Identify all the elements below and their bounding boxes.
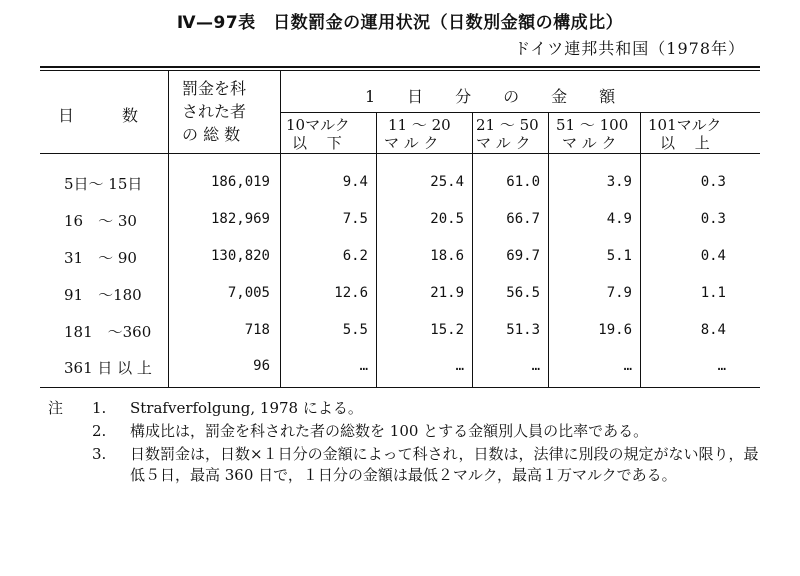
header-days: 日 数 — [58, 106, 139, 125]
header-col-4-line1: 51 ～ 100 — [556, 116, 629, 134]
footnote-item — [40, 444, 760, 486]
row-label: 361 日 以 上 — [64, 359, 152, 377]
row-value: 56.5 — [506, 285, 540, 301]
row-label: 5日～ 15日 — [64, 175, 143, 193]
group-divider-rule — [280, 112, 760, 113]
row-total: 718 — [244, 322, 270, 338]
header-bottom-rule — [40, 153, 760, 154]
row-label: 31 ～ 90 — [64, 249, 137, 267]
table-subtitle: ドイツ連邦共和国（1978年） — [514, 39, 745, 58]
row-value: 0.3 — [700, 211, 726, 227]
row-value: 5.1 — [606, 248, 632, 264]
col-divider-2 — [472, 113, 473, 387]
header-total-line1: 罰金を科 — [182, 79, 247, 98]
footnote-text: Strafverfolgung, 1978 による。 — [130, 399, 363, 417]
row-value: … — [359, 358, 368, 374]
header-amount-group: 1 日 分 の 金 額 — [365, 87, 616, 106]
row-value: 21.9 — [430, 285, 464, 301]
row-value: 61.0 — [506, 174, 540, 190]
header-col-3-line2: マ ル ク — [476, 134, 531, 152]
row-value: 0.4 — [700, 248, 726, 264]
row-value: 5.5 — [342, 322, 368, 338]
top-rule-thick — [40, 66, 760, 68]
header-col-2-line2: マ ル ク — [384, 134, 439, 152]
footnotes — [40, 398, 760, 488]
row-label: 16 ～ 30 — [64, 212, 137, 230]
row-value: 0.3 — [700, 174, 726, 190]
header-col-1-line2: 以 下 — [292, 134, 342, 152]
row-label: 181 ～360 — [64, 323, 152, 341]
row-value: 12.6 — [334, 285, 368, 301]
top-rule-thin — [40, 70, 760, 71]
row-value: … — [531, 358, 540, 374]
row-value: 7.9 — [606, 285, 632, 301]
footnote-number: 1. — [92, 399, 107, 417]
header-total-line2: された者 — [182, 102, 247, 121]
row-value: 3.9 — [606, 174, 632, 190]
row-total: 182,969 — [210, 211, 270, 227]
col-divider-total — [280, 71, 281, 387]
row-value: 18.6 — [430, 248, 464, 264]
footnote-item — [40, 421, 760, 442]
row-value: 51.3 — [506, 322, 540, 338]
header-col-2-line1: 11 ～ 20 — [388, 116, 451, 134]
header-col-3-line1: 21 ～ 50 — [476, 116, 539, 134]
header-col-1-line1: 10マルク — [286, 116, 350, 134]
header-col-5-line2: 以 上 — [660, 134, 710, 152]
row-value: … — [455, 358, 464, 374]
row-total: 186,019 — [210, 174, 270, 190]
row-value: 66.7 — [506, 211, 540, 227]
row-label: 91 ～180 — [64, 286, 142, 304]
row-value: 7.5 — [342, 211, 368, 227]
row-total: 96 — [253, 358, 270, 374]
row-value: 1.1 — [700, 285, 726, 301]
header-total-line3: の 総 数 — [182, 125, 241, 144]
row-value: 69.7 — [506, 248, 540, 264]
header-col-5-line1: 101マルク — [648, 116, 722, 134]
row-value: 4.9 — [606, 211, 632, 227]
header-col-4-line2: マ ル ク — [562, 134, 617, 152]
footnote-number: 2. — [92, 422, 107, 440]
footnote-text: 構成比は，罰金を科された者の総数を 100 とする金額別人員の比率である。 — [130, 422, 649, 440]
row-value: … — [623, 358, 632, 374]
row-value: 8.4 — [700, 322, 726, 338]
row-value: … — [717, 358, 726, 374]
col-divider-4 — [640, 113, 641, 387]
bottom-rule — [40, 387, 760, 388]
row-total: 7,005 — [227, 285, 270, 301]
row-value: 9.4 — [342, 174, 368, 190]
col-divider-1 — [376, 113, 377, 387]
row-value: 6.2 — [342, 248, 368, 264]
footnote-item — [40, 398, 760, 419]
row-total: 130,820 — [210, 248, 270, 264]
row-value: 19.6 — [598, 322, 632, 338]
col-divider-days — [168, 71, 169, 387]
footnote-text: 日数罰金は，日数×１日分の金額によって科され，日数は，法律に別段の規定がない限り，最低５日，最高 360 日で，１日分の金額は最低２マルク，最高１万マルクである。 — [130, 445, 759, 484]
footnote-mark: 注 — [48, 399, 64, 417]
row-value: 20.5 — [430, 211, 464, 227]
row-value: 15.2 — [430, 322, 464, 338]
row-value: 25.4 — [430, 174, 464, 190]
table-title: Ⅳ—97表 日数罰金の運用状況（日数別金額の構成比） — [176, 13, 624, 33]
footnote-number: 3. — [92, 445, 107, 463]
col-divider-3 — [548, 113, 549, 387]
